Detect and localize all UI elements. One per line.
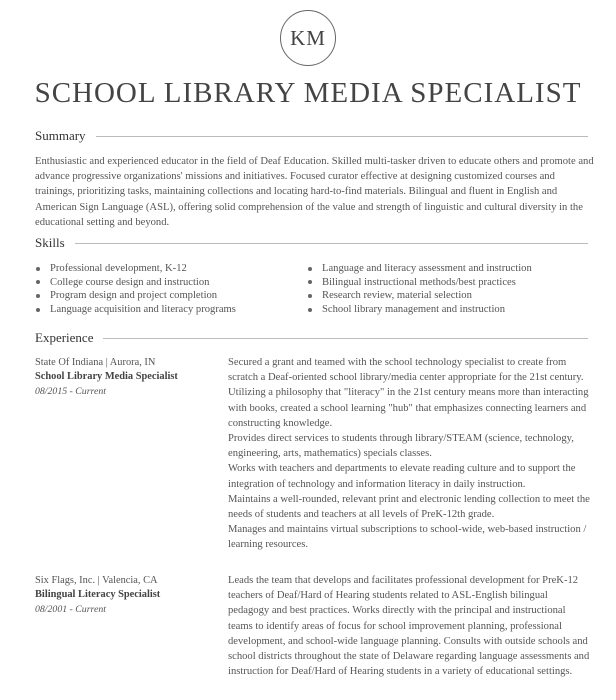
- divider: [96, 136, 588, 137]
- job-dates: 08/2001 - Current: [35, 603, 106, 615]
- page-title: SCHOOL LIBRARY MEDIA SPECIALIST: [34, 77, 582, 109]
- bullet-icon: [308, 294, 312, 298]
- monogram-text: KM: [290, 25, 326, 50]
- summary-heading: [35, 128, 588, 144]
- bullet-icon: [36, 267, 40, 271]
- skill-item: [307, 262, 587, 276]
- skill-item: [307, 276, 587, 290]
- divider: [103, 338, 588, 339]
- skill-item: [307, 303, 587, 317]
- bullet-icon: [36, 294, 40, 298]
- skill-label: Professional development, K-12: [50, 263, 187, 274]
- skills-heading-text: Skills: [35, 235, 65, 250]
- bullet-icon: [308, 280, 312, 284]
- job-bullet: Leads the team that develops and facilitates professional development for PreK-12 teachers of Deaf/Hard of Hearing students related to ASL-English bilingual pedagogy and best practices. Works directly with the principal and instructional teams to identify areas of focus for school improvement planning, professional development, and school-wide language planning. Consults with outside schools and school districts throughout the state of Delaware regarding language assessments and instruction for Deaf/Hard of Hearing students in a variety of educational settings.: [228, 575, 590, 678]
- job-bullet: Works with teachers and departments to elevate reading culture and to support the integration of technology and information literacy in daily instruction.: [228, 463, 576, 490]
- job-dates: 08/2015 - Current: [35, 385, 106, 397]
- bullet-icon: [308, 267, 312, 271]
- skill-item: [35, 289, 307, 303]
- summary-text: Enthusiastic and experienced educator in the field of Deaf Education. Skilled multi-tasker driven to educate others and promote and advance progressive organizations' missions and initiatives. Focused curator effective at designing customized courses and trainings, prioritizing tasks, maintaining collections and locating hard-to-find materials. Bilingual and fluent in English and American Sign Language (ASL), offering solid comprehension of the value and strength of linguistic and cultural diversity in the educational setting and beyond.: [35, 156, 594, 228]
- job-meta: [35, 356, 215, 399]
- skills-heading: [35, 235, 588, 251]
- job-bullet: Manages and maintains virtual subscriptions to school-wide, web-based instruction / learning resources.: [228, 524, 587, 551]
- experience-heading: [35, 330, 588, 346]
- skill-label: Language acquisition and literacy programs: [50, 303, 236, 315]
- job-position: Bilingual Literacy Specialist: [35, 589, 161, 601]
- job-company: State Of Indiana | Aurora, IN: [35, 357, 156, 368]
- skill-label: Research review, material selection: [322, 290, 472, 302]
- job-position: School Library Media Specialist: [35, 371, 178, 383]
- skill-item: [307, 289, 587, 303]
- job-company: Six Flags, Inc. | Valencia, CA: [35, 575, 158, 586]
- job-bullet: Secured a grant and teamed with the school technology specialist to create from scratch a Deaf-oriented school library/media center appropriate for the 21st century. Utilizing a philosophy that "literacy" in the 21st century means more than interacting with books, created a school learning "hub" that emphasizes connecting learners and constructing knowledge.: [228, 357, 589, 429]
- skill-item: [35, 303, 307, 317]
- bullet-icon: [36, 308, 40, 312]
- skill-label: Language and literacy assessment and instruction: [322, 263, 532, 274]
- bullet-icon: [36, 280, 40, 284]
- experience-heading-text: Experience: [35, 330, 94, 345]
- job-meta: [35, 574, 215, 617]
- skills-list: [35, 262, 595, 316]
- skill-label: School library management and instruction: [322, 303, 505, 315]
- job-description: [228, 355, 590, 553]
- job-description: [228, 573, 590, 679]
- summary-heading-text: Summary: [35, 128, 86, 143]
- job-bullet: Maintains a well-rounded, relevant print and electronic lending collection to meet the needs of students and teachers at all levels of PreK-12th grade.: [228, 493, 590, 521]
- skill-item: [35, 262, 307, 276]
- skill-label: College course design and instruction: [50, 276, 210, 288]
- monogram: [280, 10, 336, 66]
- skill-item: [35, 276, 307, 290]
- divider: [75, 243, 588, 244]
- job-bullet: Provides direct services to students through library/STEAM (science, technology, engineering, arts, mathematics) specials classes.: [228, 433, 574, 460]
- skill-label: Program design and project completion: [50, 290, 218, 302]
- skill-label: Bilingual instructional methods/best practices: [322, 276, 516, 288]
- bullet-icon: [308, 308, 312, 312]
